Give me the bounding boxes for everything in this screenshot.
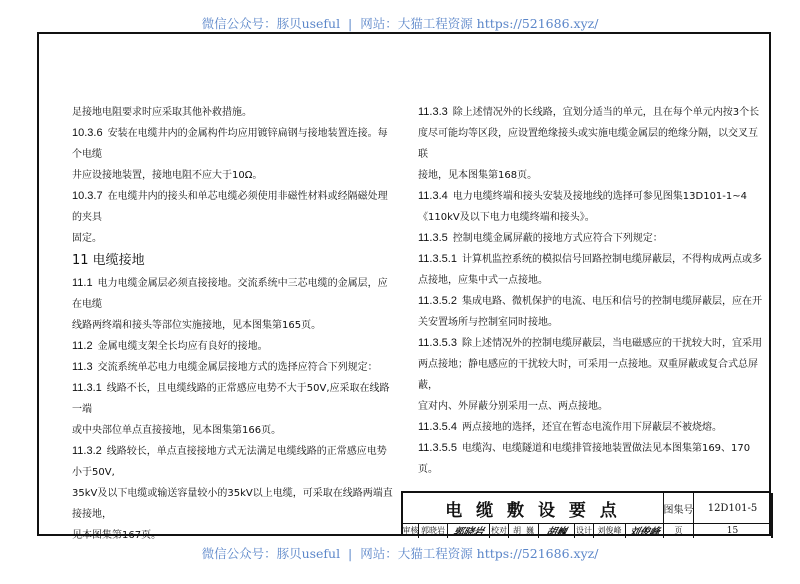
- clause-number: 11.3.5.5: [418, 442, 457, 454]
- clause-text: 线路较长，单点直接接地方式无法满足电缆线路的正常感应电势小于50V,: [72, 446, 387, 478]
- text-line: [72, 102, 394, 123]
- text-line: [418, 186, 766, 207]
- text-line: [72, 378, 394, 420]
- clause-text: 安装在电缆井内的金属构件均应用镀锌扁钢与接地装置连接。每个电缆: [72, 128, 388, 160]
- clause-text: 井应设接地装置，接地电阻不应大于10Ω。: [72, 170, 263, 181]
- text-line: [418, 354, 766, 396]
- clause-number: 11.2: [72, 340, 93, 352]
- clause-number: 11.3.3: [418, 106, 448, 118]
- reviewer-name: 郭晓岩: [419, 523, 448, 538]
- text-line: [418, 102, 766, 123]
- clause-text: 关安置场所与控制室同时接地。: [418, 317, 558, 328]
- clause-number: 10.3.6: [72, 127, 103, 139]
- section-heading: 11 电缆接地: [72, 253, 145, 268]
- clause-text: 线路两终端和接头等部位实施接地，见本图集第165页。: [72, 320, 322, 331]
- clause-text: 控制电缆金属屏蔽的接地方式应符合下列规定：: [452, 233, 663, 244]
- clause-text: 计算机监控系统的模拟信号回路控制电缆屏蔽层，不得构成两点或多: [461, 254, 762, 265]
- clause-number: 11.3.2: [72, 445, 102, 457]
- clause-text: 电缆沟、电缆隧道和电缆排管接地装置做法见本图集第169、170页。: [418, 443, 751, 475]
- clause-text: 《110kV及以下电力电缆终端和接头》。: [418, 212, 595, 223]
- page-number: 15: [694, 523, 773, 538]
- text-line: [72, 123, 394, 165]
- text-line: [418, 417, 766, 438]
- clause-text: 或中央部位单点直接接地，见本图集第166页。: [72, 425, 282, 436]
- reviewer-signature: 郭晓岩: [448, 523, 490, 538]
- clause-text: 集成电路、微机保护的电流、电压和信号的控制电缆屏蔽层，应在开: [461, 296, 762, 307]
- clause-text: 点接地，应集中式一点接地。: [418, 275, 548, 286]
- drawing-title: 电 缆 敷 设 要 点: [403, 493, 664, 523]
- check-label: 校对: [490, 523, 509, 538]
- text-line: [418, 291, 766, 312]
- atlas-label: 图集号: [664, 493, 694, 523]
- text-line: [72, 273, 394, 315]
- title-block: [401, 491, 771, 536]
- clause-text: 金属电缆支架全长均应有良好的接地。: [97, 341, 268, 352]
- clause-number: 10.3.7: [72, 190, 103, 202]
- text-line: [418, 123, 766, 165]
- clause-text: 固定。: [72, 233, 102, 244]
- text-line: [72, 525, 394, 546]
- clause-number: 11.3.1: [72, 382, 102, 394]
- clause-number: 11.3: [72, 361, 93, 373]
- text-line: [418, 396, 766, 417]
- checker-signature: 胡巍: [539, 523, 575, 538]
- clause-text: 除上述情况外的长线路，宜划分适当的单元，且在每个单元内按3个长: [452, 107, 760, 118]
- checker-name: 胡 巍: [509, 523, 539, 538]
- clause-number: 11.1: [72, 277, 93, 289]
- text-line: [72, 165, 394, 186]
- clause-text: 足接地电阻要求时应采取其他补救措施。: [72, 107, 252, 118]
- clause-number: 11.3.5.1: [418, 253, 457, 265]
- clause-text: 在电缆井内的接头和单芯电缆必须使用非磁性材料或经隔磁处理的夹具: [72, 191, 388, 223]
- left-column: [72, 102, 394, 546]
- clause-text: 35kV及以下电缆或输送容量较小的35kV以上电缆，可采取在线路两端直接接地，: [72, 488, 393, 520]
- clause-text: 除上述情况外的控制电缆屏蔽层，当电磁感应的干扰较大时，宜采用: [461, 338, 762, 349]
- atlas-number: 12D101-5: [694, 493, 773, 523]
- clause-text: 电力电缆终端和接头安装及接地线的选择可参见图集13D101-1~4: [452, 191, 748, 202]
- clause-number: 11.3.5.3: [418, 337, 457, 349]
- clause-number: 11.3.5.4: [418, 421, 457, 433]
- text-line: [72, 336, 394, 357]
- watermark-top: 微信公众号：豚贝useful | 网站：大猫工程资源 https://521686.xyz/: [201, 16, 599, 31]
- clause-text: 度尽可能均等区段，应设置绝缘接头或实施电缆金属层的绝缘分隔，以交叉互联: [418, 128, 758, 160]
- watermark-bottom: 微信公众号：豚贝useful | 网站：大猫工程资源 https://521686.xyz/: [201, 546, 599, 561]
- text-line: [418, 228, 766, 249]
- clause-text: 见本图集第167页。: [72, 530, 162, 541]
- clause-number: 11.3.5.2: [418, 295, 457, 307]
- design-label: 设计: [575, 523, 594, 538]
- clause-text: 宜对内、外屏蔽分别采用一点、两点接地。: [418, 401, 608, 412]
- right-column: [418, 102, 766, 480]
- text-line: [418, 438, 766, 480]
- clause-text: 交流系统单芯电力电缆金属层接地方式的选择应符合下列规定：: [97, 362, 378, 373]
- designer-signature: 刘俊峰: [626, 523, 664, 538]
- text-line: [72, 483, 394, 525]
- text-line: [72, 228, 394, 249]
- text-line: [418, 207, 766, 228]
- clause-number: 11.3.5: [418, 232, 448, 244]
- clause-text: 两点接地的选择，还宜在暂态电流作用下屏蔽层不被烧熔。: [461, 422, 722, 433]
- clause-number: 11.3.4: [418, 190, 448, 202]
- text-line: [72, 315, 394, 336]
- clause-text: 线路不长，且电缆线路的正常感应电势不大于50V,应采取在线路一端: [72, 383, 390, 415]
- text-line: [418, 165, 766, 186]
- text-line: [72, 420, 394, 441]
- text-line: [418, 249, 766, 270]
- text-line: [418, 333, 766, 354]
- text-line: [72, 357, 394, 378]
- designer-name: 刘俊峰: [594, 523, 626, 538]
- text-line: [72, 186, 394, 228]
- page-label: 页: [664, 523, 694, 538]
- text-line: [418, 270, 766, 291]
- text-line: [418, 312, 766, 333]
- clause-text: 两点接地；静电感应的干扰较大时，可采用一点接地。双重屏蔽或复合式总屏蔽，: [418, 359, 758, 391]
- text-line: [72, 441, 394, 483]
- review-label: 审核: [403, 523, 419, 538]
- clause-text: 接地，见本图集第168页。: [418, 170, 538, 181]
- clause-text: 电力电缆金属层必须直接接地。交流系统中三芯电缆的金属层，应在电缆: [72, 278, 388, 310]
